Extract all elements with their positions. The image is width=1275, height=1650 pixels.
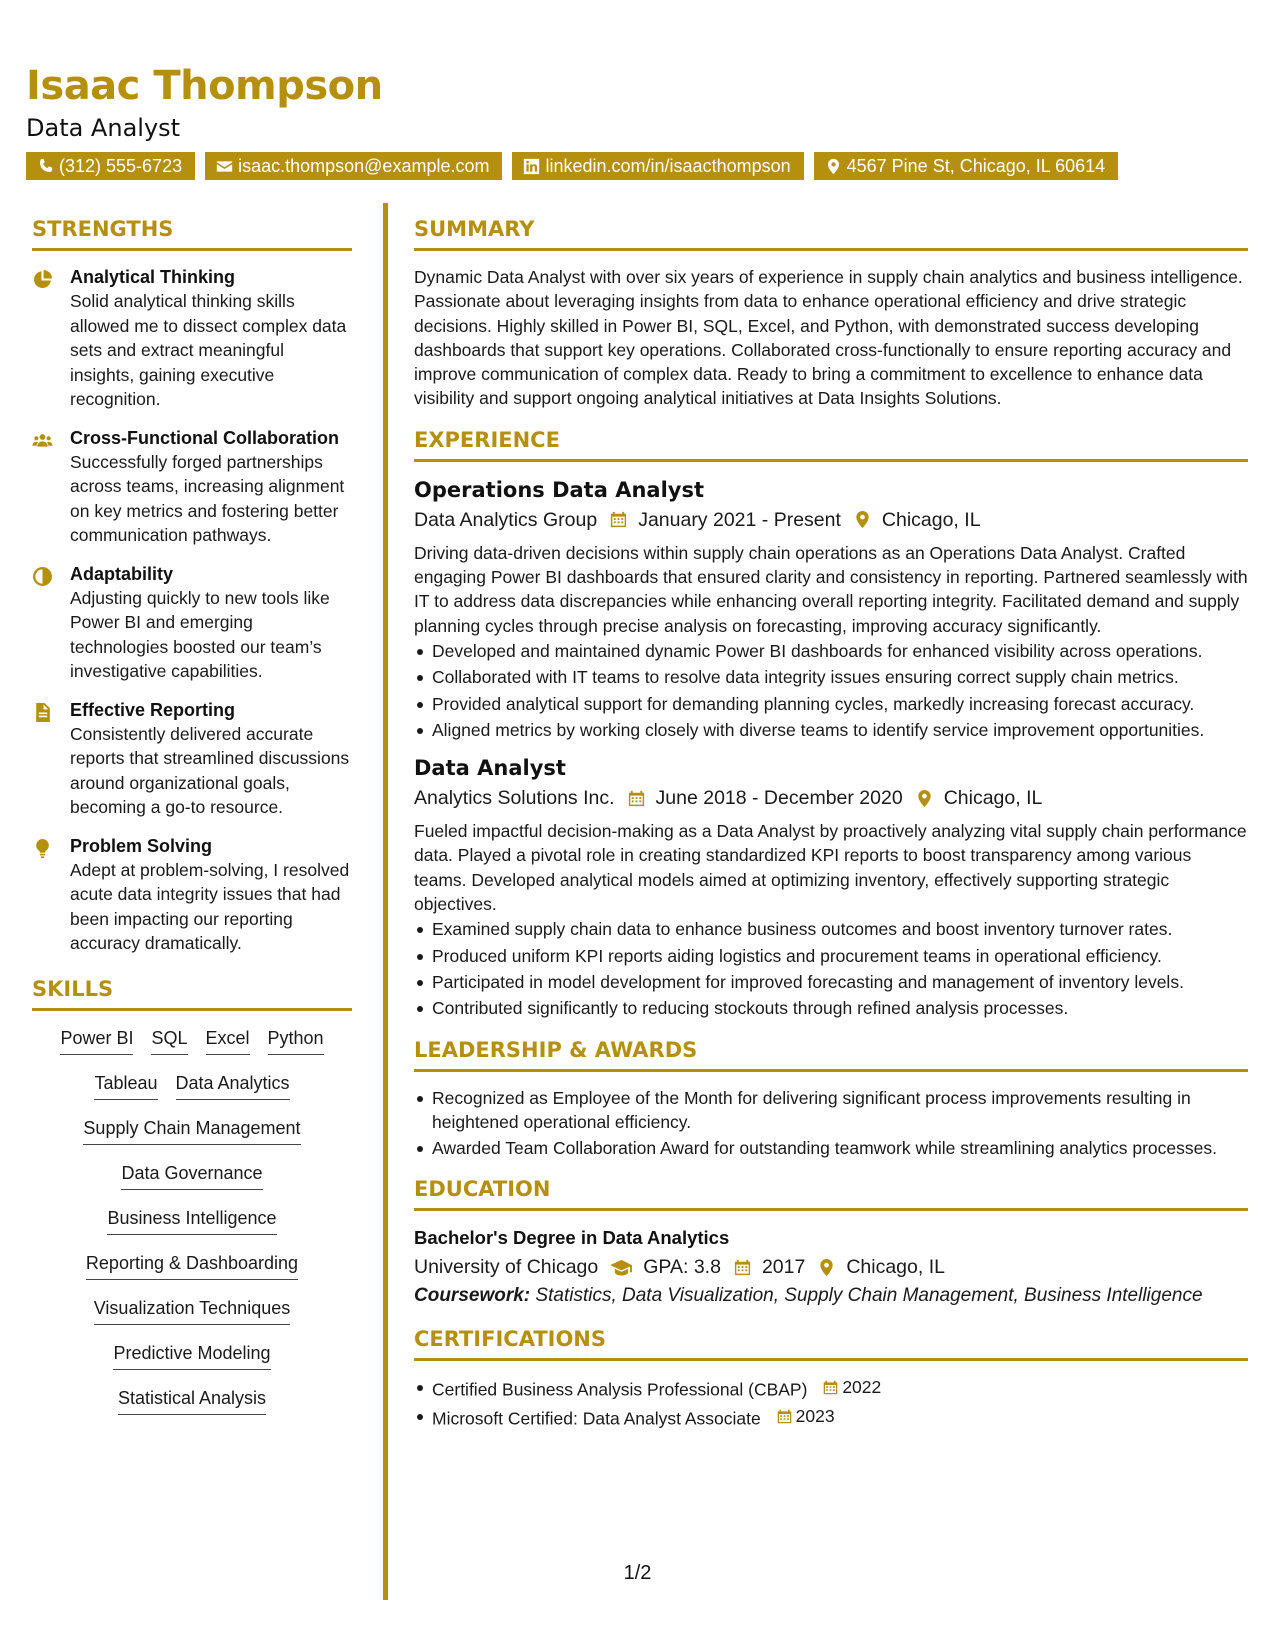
list-item: Examined supply chain data to enhance business outcomes and boost inventory turnover rates.	[414, 917, 1248, 941]
skill-tag: Statistical Analysis	[118, 1385, 266, 1415]
candidate-role: Data Analyst	[26, 114, 181, 142]
skills-heading: SKILLS	[32, 974, 352, 1011]
certifications-heading: CERTIFICATIONS	[414, 1324, 1248, 1361]
strength-title: Effective Reporting	[70, 699, 236, 720]
lightbulb-icon	[32, 838, 53, 859]
users-icon	[32, 430, 53, 451]
job-meta	[414, 783, 1248, 813]
job-meta	[414, 505, 1248, 535]
education-section	[414, 1174, 1248, 1310]
graduation-cap-icon	[610, 1258, 633, 1277]
contact-phone[interactable]	[26, 152, 195, 180]
list-item	[414, 1375, 1248, 1402]
strength-item	[32, 426, 352, 548]
cert-year: 2023	[795, 1406, 835, 1427]
job-title: Data Analyst	[414, 756, 566, 781]
list-item: Provided analytical support for demanding planning cycles, markedly increasing forecast accuracy.	[414, 692, 1248, 716]
phone-icon	[37, 158, 54, 175]
strength-desc: Adjusting quickly to new tools like Power BI and emerging technologies boosted our team’s investigative capabilities.	[70, 587, 330, 681]
job-location: Chicago, IL	[881, 508, 981, 531]
contact-linkedin-text: linkedin.com/in/isaacthompson	[545, 155, 791, 176]
skill-tag: SQL	[151, 1025, 187, 1055]
list-item: Participated in model development for improved forecasting and management of inventory levels.	[414, 970, 1248, 994]
skill-tag: Business Intelligence	[107, 1205, 276, 1235]
certifications-list	[414, 1375, 1248, 1431]
skill-tag: Predictive Modeling	[113, 1340, 270, 1370]
list-item: Recognized as Employee of the Month for delivering significant process improvements resulting in heightened operational efficiency.	[414, 1086, 1248, 1135]
gpa: GPA: 3.8	[643, 1256, 721, 1279]
job-bullets	[414, 639, 1248, 742]
calendar-icon	[733, 1258, 752, 1277]
skill-tag: Supply Chain Management	[83, 1115, 300, 1145]
experience-section	[414, 425, 1248, 1021]
list-item: Aligned metrics by working closely with diverse teams to identify service improvement opportunities.	[414, 718, 1248, 742]
location-pin-icon	[915, 789, 934, 808]
linkedin-icon	[523, 158, 540, 175]
strength-title: Cross-Functional Collaboration	[70, 427, 340, 448]
strength-item	[32, 834, 352, 956]
calendar-icon	[822, 1379, 839, 1396]
pie-chart-icon	[32, 269, 53, 290]
education-heading: EDUCATION	[414, 1174, 1248, 1211]
contact-email-text: isaac.thompson@example.com	[238, 155, 490, 176]
summary-heading: SUMMARY	[414, 214, 1248, 251]
column-divider	[383, 203, 388, 1600]
skill-tag: Tableau	[94, 1070, 157, 1100]
calendar-icon	[609, 510, 628, 529]
strength-title: Problem Solving	[70, 835, 213, 856]
strength-desc: Successfully forged partnerships across teams, increasing alignment on key metrics and fostering better communication pathways.	[70, 451, 345, 545]
school-location: Chicago, IL	[846, 1256, 945, 1279]
job-dates: June 2018 - December 2020	[655, 787, 903, 810]
job-title: Operations Data Analyst	[414, 477, 705, 502]
skill-tag: Data Analytics	[176, 1070, 290, 1100]
left-column	[32, 214, 352, 1430]
graduation-year: 2017	[761, 1256, 806, 1279]
job-dates: January 2021 - Present	[638, 508, 841, 531]
contact-address[interactable]	[814, 152, 1119, 180]
strength-title: Analytical Thinking	[70, 267, 236, 287]
strengths-heading: STRENGTHS	[32, 214, 352, 251]
cert-year: 2022	[842, 1377, 882, 1398]
location-pin-icon	[853, 510, 872, 529]
leadership-heading: LEADERSHIP & AWARDS	[414, 1035, 1248, 1072]
adjust-icon	[32, 566, 53, 587]
list-item: Collaborated with IT teams to resolve data integrity issues ensuring correct supply chain metrics.	[414, 665, 1248, 689]
contact-email[interactable]	[205, 152, 502, 180]
job-location: Chicago, IL	[943, 787, 1043, 810]
calendar-icon	[776, 1408, 793, 1425]
skills-list	[32, 1025, 352, 1430]
list-item: Developed and maintained dynamic Power BI dashboards for enhanced visibility across operations.	[414, 639, 1248, 663]
strength-item	[32, 265, 352, 412]
document-icon	[32, 702, 53, 723]
strength-desc: Solid analytical thinking skills allowed me to dissect complex data sets and extract meaningful insights, gaining executive recognition.	[70, 291, 347, 409]
strength-desc: Consistently delivered accurate reports that streamlined discussions around organizational goals, becoming a go-to resource.	[70, 723, 350, 817]
strength-item	[32, 698, 352, 820]
page-indicator: 1/2	[623, 1562, 652, 1584]
strength-desc: Adept at problem-solving, I resolved acute data integrity issues that had been impacting our reporting accuracy dramatically.	[70, 859, 350, 953]
degree-title: Bachelor's Degree in Data Analytics	[414, 1227, 730, 1249]
experience-heading: EXPERIENCE	[414, 425, 1248, 462]
school-name: University of Chicago	[414, 1256, 599, 1279]
candidate-name: Isaac Thompson	[26, 63, 383, 109]
job-company: Analytics Solutions Inc.	[414, 787, 615, 810]
strength-item	[32, 562, 352, 684]
coursework	[414, 1282, 1248, 1310]
contact-address-text: 4567 Pine St, Chicago, IL 60614	[846, 155, 1106, 176]
skill-tag: Data Governance	[121, 1160, 262, 1190]
contact-linkedin[interactable]	[512, 152, 803, 180]
coursework-label: Coursework:	[414, 1285, 531, 1307]
skill-tag: Excel	[206, 1025, 250, 1055]
summary-text: Dynamic Data Analyst with over six years of experience in supply chain analytics and business intelligence. Passionate about leveraging insights from data to enhance operational efficiency and drive strategic decisions. Highly skilled in Power BI, SQL, Excel, and Python, with demonstrated success developing dashboards that support key operations. Collaborated cross-functionally to ensure reporting accuracy and improve communication of complex data. Ready to bring a commitment to excellence to enhance data visibility and support ongoing analytical initiatives at Data Insights Solutions.	[414, 267, 1243, 409]
cert-name: Certified Business Analysis Professional (CBAP)	[432, 1380, 808, 1401]
skill-tag: Visualization Techniques	[94, 1295, 290, 1325]
strength-title: Adaptability	[70, 563, 174, 584]
leadership-section	[414, 1035, 1248, 1161]
skill-tag: Power BI	[60, 1025, 133, 1055]
job-entry	[414, 754, 1248, 1020]
job-description: Driving data-driven decisions within supply chain operations as an Operations Data Analyst. Crafted engaging Power BI dashboards that ensured clarity and consistency in reporting. Partnered seamlessly with IT to address data discrepancies while enhancing overall reporting integrity. Facilitated demand and supply planning cycles through precise analysis on forecasting, improving accuracy significantly.	[414, 542, 1248, 636]
job-company: Data Analytics Group	[414, 508, 598, 531]
resume-header	[26, 62, 1256, 180]
list-item: Contributed significantly to reducing stockouts through refined analysis processes.	[414, 996, 1248, 1020]
coursework-text: Statistics, Data Visualization, Supply Chain Management, Business Intelligence	[535, 1285, 1203, 1307]
list-item: Awarded Team Collaboration Award for outstanding teamwork while streamlining analytics processes.	[414, 1136, 1248, 1160]
skill-tag: Reporting & Dashboarding	[86, 1250, 298, 1280]
right-column	[414, 214, 1248, 1445]
calendar-icon	[627, 789, 646, 808]
education-meta	[414, 1252, 1248, 1282]
job-entry	[414, 476, 1248, 742]
job-description: Fueled impactful decision-making as a Data Analyst by proactively analyzing vital supply chain performance data. Played a pivotal role in creating standardized KPI reports to boost transparency among various teams. Developed analytical models aimed at optimizing inventory, effectively supporting strategic objectives.	[414, 821, 1247, 915]
contact-phone-text: (312) 555-6723	[59, 155, 183, 176]
skill-tag: Python	[268, 1025, 324, 1055]
list-item	[414, 1404, 1248, 1431]
envelope-icon	[216, 158, 233, 175]
location-pin-icon	[817, 1258, 836, 1277]
location-pin-icon	[825, 158, 842, 175]
list-item: Produced uniform KPI reports aiding logistics and procurement teams in operational efficiency.	[414, 944, 1248, 968]
certifications-section	[414, 1324, 1248, 1431]
contact-bar	[26, 152, 1256, 180]
cert-name: Microsoft Certified: Data Analyst Associate	[432, 1409, 761, 1429]
leadership-list	[414, 1086, 1248, 1161]
summary-section	[414, 214, 1248, 411]
job-bullets	[414, 917, 1248, 1020]
